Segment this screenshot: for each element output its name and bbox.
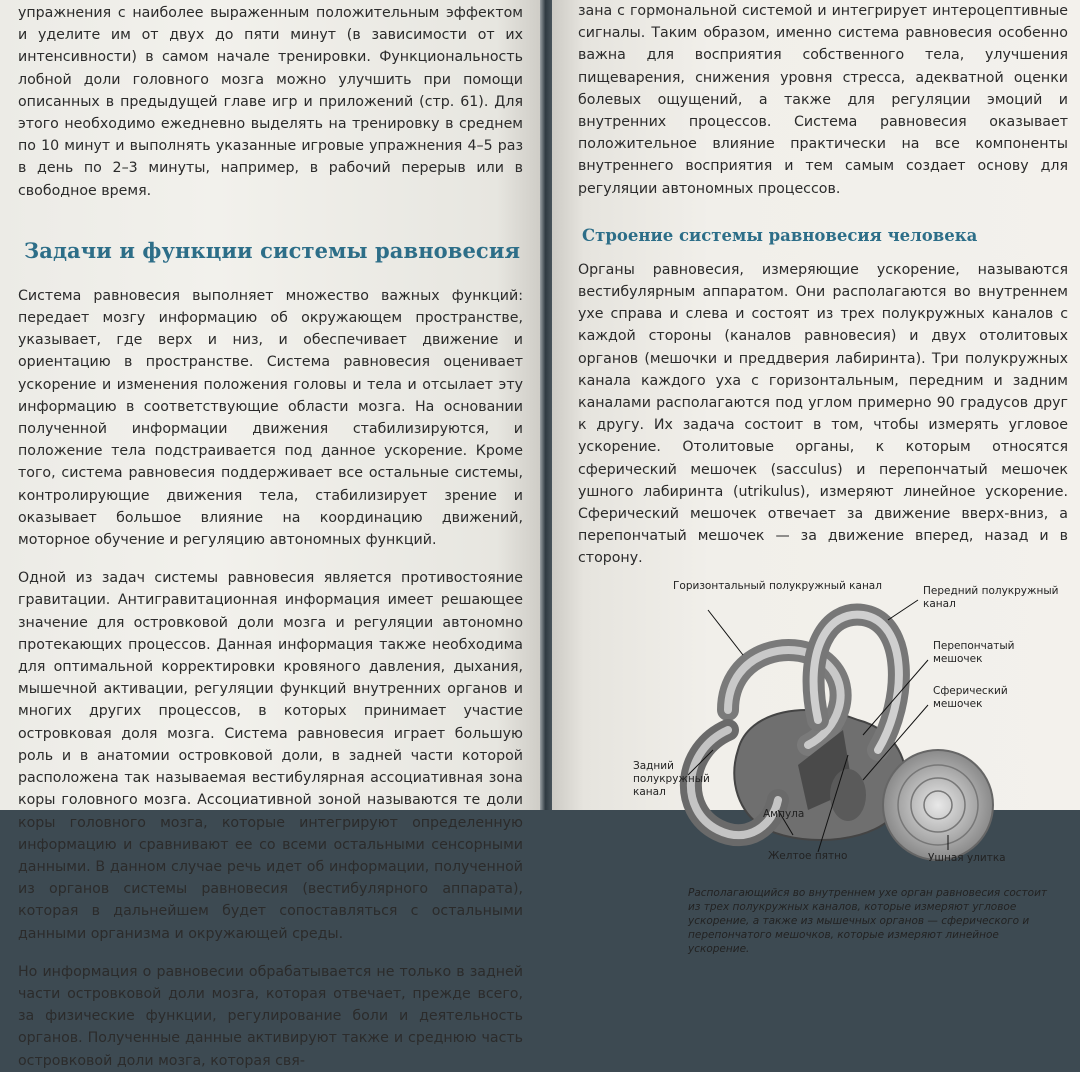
vestibular-diagram <box>578 580 1078 880</box>
right-page <box>552 0 1080 955</box>
label-posterior-canal: Задний полукружный канал <box>633 759 710 798</box>
label-utricle: Перепончатый мешочек <box>933 639 1015 665</box>
right-intro-paragraph: зана с гормональной системой и интегрирует интероцептивные сигналы. Таким образом, именно система равновесия особенно важна для восприятия собственного тела, улучшения пищеварения, снижения уровня стресса, адекватной оценки болевых ощущений, а также для регуляции эмоций и внутренних процессов. Система равновесия оказывает положительное влияние практически на все компоненты внутреннего восприятия и тем самым создает основу для регуляции автономных процессов. <box>578 3 1068 197</box>
right-section-heading: Строение системы равновесия человека <box>582 225 978 245</box>
label-horizontal-canal: Горизонтальный полукружный канал <box>673 579 882 592</box>
book-gutter <box>540 0 552 810</box>
label-saccule: Сферический мешочек <box>933 684 1008 710</box>
left-paragraph-1: Система равновесия выполняет множество важных функций: передает мозгу информацию об окружающем пространстве, указывает, где верх и низ, и обеспечивает движение и ориентацию в пространстве. Система равновесия оценивает ускорение и изменения положения головы и тела и отсылает эту информацию в соответствующие области мозга. На основании полученной информации движения стабилизируются, и положение тела подстраивается под данное ускорение. Кроме того, система равновесия поддерживает все остальные системы, контролирующие движения тела, стабилизирует зрение и оказывает большое влияние на координацию движений, моторное обучение и регуляцию автономных функций. <box>18 287 523 549</box>
figure-caption: Располагающийся во внутреннем ухе орган равновесия состоит из трех полукружных каналов, которые измеряют угловое ускорение, а также из мышечных органов — сферического и перепончатого мешочков, которые измеряют линейное ускорение. <box>688 886 1048 955</box>
left-paragraph-3: Но информация о равновесии обрабатывается не только в задней части островковой доли мозга, которая отвечает, прежде всего, за физические функции, регулирование боли и деятельность органов. Полученные данные активируют также и среднюю часть островковой доли мозга, которая свя- <box>18 963 523 1069</box>
label-macula: Желтое пятно <box>768 849 848 862</box>
inner-ear-illustration <box>578 580 1078 880</box>
left-section-heading: Задачи и функции системы равновесия <box>24 237 521 263</box>
label-cochlea: Ушная улитка <box>928 851 1006 864</box>
left-page <box>0 0 540 1069</box>
left-intro-paragraph: упражнения с наиболее выраженным положительным эффектом и уделите им от двух до пяти минут (в зависимости от их интенсивности) в самом начале тренировки. Функциональность лобной доли головного мозга можно улучшить при помощи описанных в предыдущей главе игр и приложений (стр. 61). Для этого необходимо ежедневно выделять на тренировку в среднем по 10 минут и выполнять указанные игровые упражнения 4–5 раз в день по 2–3 минуты, например, в рабочий перерыв или в свободное время. <box>18 5 523 199</box>
cochlea-shape <box>883 750 993 860</box>
label-anterior-canal: Передний полукружный канал <box>923 584 1059 610</box>
label-ampulla: Ампула <box>763 807 805 820</box>
right-paragraph-1: Органы равновесия, измеряющие ускорение, называются вестибулярным аппаратом. Они располагаются во внутреннем ухе справа и слева и состоят из трех полукружных каналов с каждой стороны (каналов равновесия) и двух отолитовых органов (мешочки и преддверия лабиринта). Три полукружных канала каждого уха с горизонтальным, передним и задним каналами располагаются под углом примерно 90 градусов друг к другу. Их задача состоит в том, чтобы измерять угловое ускорение. Отолитовые органы, к которым относятся сферический мешочек (sacculus) и перепончатый мешочек ушного лабиринта (utrikulus), измеряют линейное ускорение. Сферический мешочек отвечает за движение вверх-вниз, а перепончатый мешочек — за движение вперед, назад и в сторону. <box>578 261 1068 567</box>
left-paragraph-2: Одной из задач системы равновесия является противостояние гравитации. Антигравитационная информация имеет решающее значение для островковой доли мозга и регуляции автономно протекающих процессов. Данная информация также необходима для оптимальной корректировки кровяного давления, дыхания, мышечной активации, регуляции функций внутренних органов и многих других процессов, в которых принимает участие островковая доля мозга. Система равновесия играет большую роль и в анатомии островковой доли, в задней части которой расположена так называемая вестибулярная ассоциативная зона коры головного мозга. Ассоциативной зоной называются те доли коры головного мозга, которые интегрируют определенную информацию и сравнивают ее со всеми остальными сенсорными данными. В данном случае речь идет об информации, полученной из органов системы равновесия (вестибулярного аппарата), которая в дальнейшем будет сопоставляться с остальными данными организма и окружающей среды. <box>18 570 523 942</box>
